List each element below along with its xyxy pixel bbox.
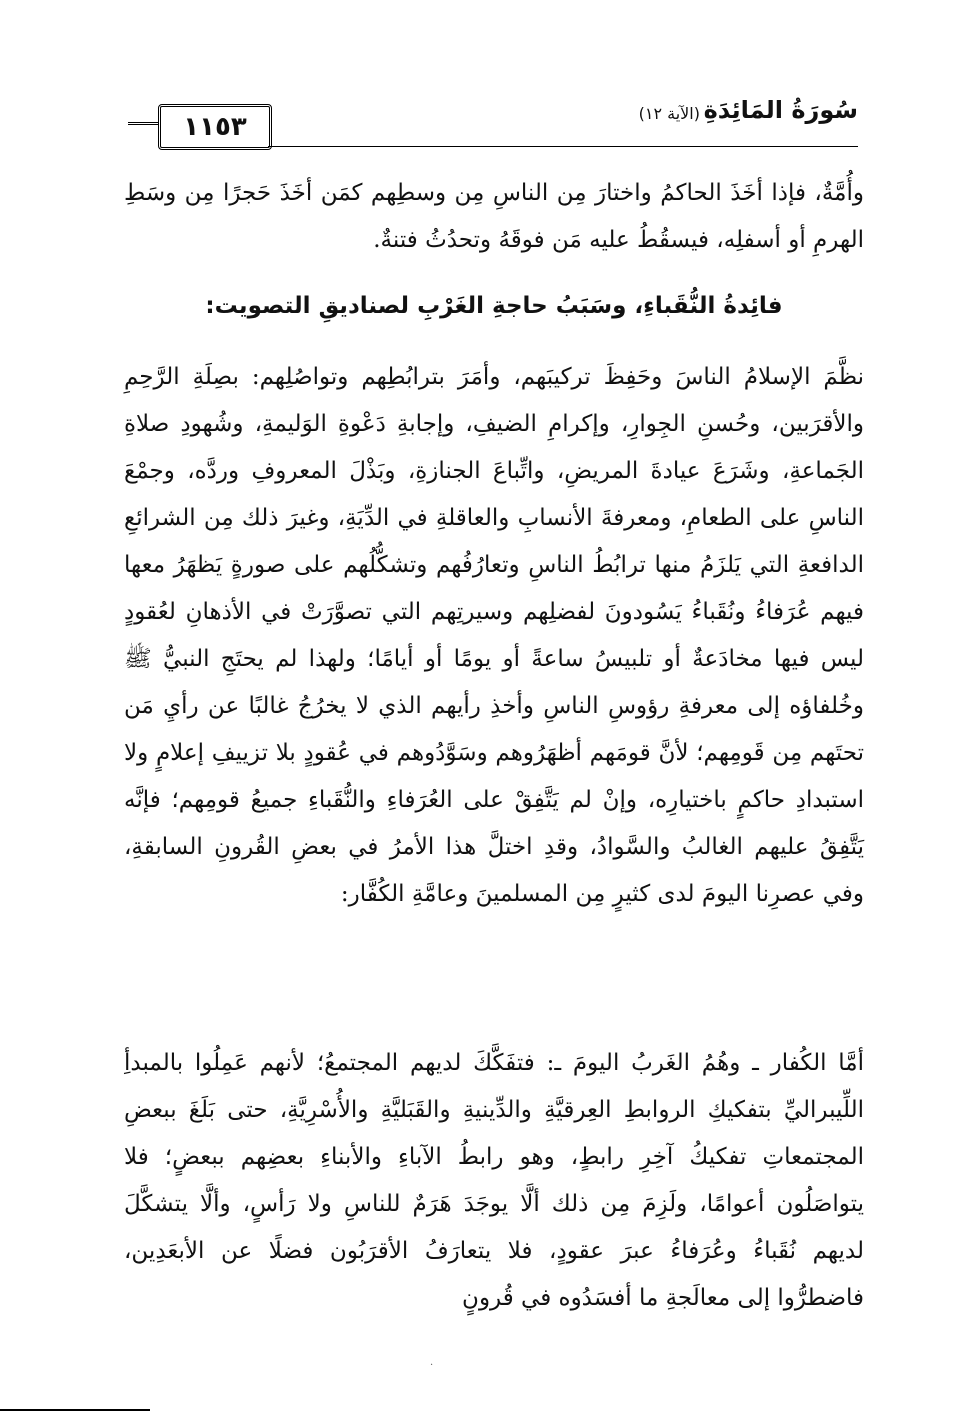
header-underline — [268, 146, 858, 147]
surah-title: سُورَةُ المَائِدَةِ — [703, 96, 858, 124]
second-paragraph: أمَّا الكُفار ـ وهُمُ الغَربُ اليومَ ـ: فتفَكَّكَ لديهم المجتمعُ؛ لأنهم عَمِلُوا بالمبدأِ اللِّيبراليِّ بتفكيكِ الروابطِ العِرقيَّةِ والدِّينيةِ والقَبَليَّةِ والأُسْرِيَّةِ، حتى بَلَغَ ببعضِ المجتمعاتِ تفكيكُ آخِرِ رابطٍ، وهو رابطُ الآباءِ والأبناءِ بعضِهم ببعضٍ؛ فلا يتواصَلُون أعوامًا، ولَزِمَ مِن ذلك ألَّا يوجَدَ هَرَمٌ للناسِ ولا رَأسٍ، وألَّا يتشكَّلَ لديهم نُقَباءُ وعُرَفاءُ عبرَ عقودٍ، فلا يتعارَفُ الأقرَبُون فضلًا عن الأبعَدِين، فاضطرُّوا إلى معالَجةِ ما أفسَدُوه في قُرونٍ — [124, 1050, 864, 1311]
main-paragraph-block — [124, 354, 864, 918]
footer-rule — [0, 1409, 150, 1411]
page-number: ١١٥٣ — [183, 112, 247, 142]
intro-paragraph-block — [124, 170, 864, 264]
page-header — [128, 96, 858, 160]
page-number-frame — [158, 104, 272, 150]
intro-paragraph: وأُمَّةٌ، فإذا أخَذَ الحاكمُ واختارَ مِن الناسِ مِن وسطِهم كمَن أخَذَ حَجرًا مِن وسَطِ الهرمِ أو أسفلِه، فيسقُطُ عليه مَن فوقَهُ وتحدُثُ فتنةٌ. — [124, 180, 864, 253]
section-heading: فائِدةُ النُّقَباءِ، وسَبَبُ حاجةِ الغَرْبِ لصناديقِ التصويت: — [205, 293, 783, 319]
print-mark: · — [430, 1360, 434, 1371]
second-paragraph-block — [124, 1040, 864, 1322]
header-rule-left — [128, 122, 158, 125]
main-paragraph: نظَّمَ الإسلامُ الناسَ وحَفِظَ تركيبَهم، وأمَرَ بترابُطِهم وتواصُلِهم: بصِلَةِ الرَّحِمِ والأقرَبين، وحُسنِ الجِوارِ، وإكرامِ الضيفِ، وإجابةِ دَعْوةِ الوَليمةِ، وشُهودِ صلاةِ الجَماعةِ، وشَرَعَ عيادةَ المريضِ، واتِّباعَ الجنازةِ، وبَذْلَ المعروفِ وردَّه، وجمْعَ الناسِ على الطعامِ، ومعرفةَ الأنسابِ والعاقلةِ في الدِّيَةِ، وغيرَ ذلك مِن الشرائعِ الدافعةِ التي يَلزَمُ منها ترابُطُ الناسِ وتعارُفُهم وتشكُّلُهم على صورةٍ يَظهَرُ معها فيهم عُرَفاءُ ونُقَباءُ يَسُودونَ لفضلِهم وسيرتِهم التي تصوَّرَتْ في الأذهانِ لعُقودٍ ليس فيها مخادَعةٌ أو تلبيسُ ساعةً أو يومًا أو أيامًا؛ ولهذا لم يحتَجِ النبيُّ ﷺ وخُلفاؤه إلى معرفةِ رؤوسِ الناسِ وأخذِ رأيهم الذي لا يخرُجُ غالبًا عن رأيِ مَن تحتَهم مِن قَومِهم؛ لأنَّ قومَهم أظهَرُوهم وسَوَّدُوهم في عُقودٍ بلا تزييفِ إعلامٍ ولا استبدادِ حاكمٍ باختيارِه، وإنْ لم يَتَّفِقْ على العُرَفاءِ والنُّقَباءِ جميعُ قومِهم؛ فإنَّه يَتَّفِقُ عليهم الغالبُ والسَّوادُ، وقدِ اختلَّ هذا الأمرُ في بعضِ القُرونِ السابقةِ، وفي عصرِنا اليومَ لدى كثيرٍ مِن المسلمينَ وعامَّةِ الكُفَّار: — [124, 364, 864, 907]
verse-reference: (الآية ١٢) — [638, 104, 700, 123]
